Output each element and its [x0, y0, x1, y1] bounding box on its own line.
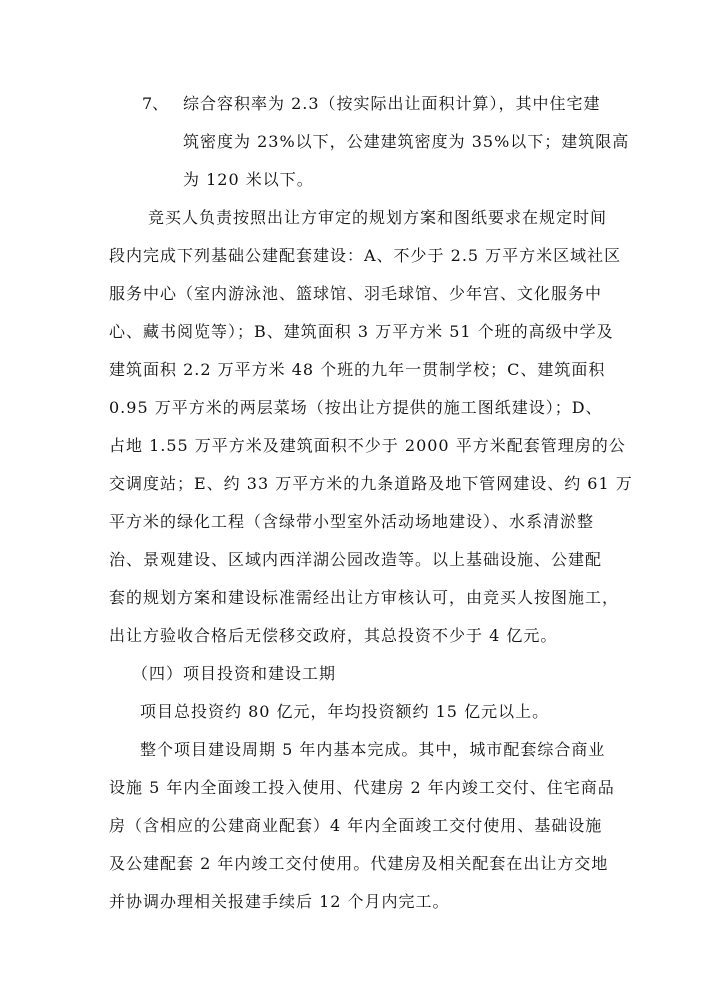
text-line: 段内完成下列基础公建配套建设：A、不少于 2.5 万平方米区域社区	[109, 246, 622, 265]
text-line: 占地 1.55 万平方米及建筑面积不少于 2000 平方米配套管理房的公	[109, 436, 626, 455]
text-line: 0.95 万平方米的两层菜场（按出让方提供的施工图纸建设）；D、	[109, 398, 603, 417]
text-line: 筑密度为 23%以下，公建建筑密度为 35%以下；建筑限高	[183, 132, 630, 151]
text-line: 套的规划方案和建设标准需经出让方审核认可，由竞买人按图施工，	[109, 588, 620, 607]
text-line: 并协调办理相关报建手续后 12 个月内完工。	[109, 892, 450, 911]
text-line: 及公建配套 2 年内竣工交付使用。代建房及相关配套在出让方交地	[109, 854, 609, 873]
text-line: 服务中心（室内游泳池、篮球馆、羽毛球馆、少年宫、文化服务中	[109, 284, 603, 303]
text-line: 建筑面积 2.2 万平方米 48 个班的九年一贯制学校；C、建筑面积	[109, 360, 606, 379]
list-item-number: 7、	[142, 94, 169, 113]
text-line: 房（含相应的公建商业配套）4 年内全面竣工交付使用、基础设施	[109, 816, 603, 835]
text-line: 平方米的绿化工程（含绿带小型室外活动场地建设）、水系清淤整	[109, 512, 595, 531]
text-line: 整个项目建设周期 5 年内基本完成。其中，城市配套综合商业	[140, 740, 606, 759]
investment-paragraph: 项目总投资约 80 亿元，年均投资额约 15 亿元以上。	[140, 702, 550, 721]
text-line: 竞买人负责按照出让方审定的规划方案和图纸要求在规定时间	[148, 208, 608, 227]
text-line: 为 120 米以下。	[183, 170, 314, 189]
section-heading: （四）项目投资和建设工期	[132, 664, 337, 683]
text-line: 设施 5 年内全面竣工投入使用、代建房 2 年内竣工交付、住宅商品	[109, 778, 615, 797]
text-line: 综合容积率为 2.3（按实际出让面积计算），其中住宅建	[183, 94, 601, 113]
text-line: 治、景观建设、区域内西洋湖公园改造等。以上基础设施、公建配	[109, 550, 603, 569]
text-line: 出让方验收合格后无偿移交政府，其总投资不少于 4 亿元。	[109, 626, 558, 645]
text-line: 心、藏书阅览等）；B、建筑面积 3 万平方米 51 个班的高级中学及	[109, 322, 614, 341]
text-line: 交调度站；E、约 33 万平方米的九条道路及地下管网建设、约 61 万	[109, 474, 633, 493]
